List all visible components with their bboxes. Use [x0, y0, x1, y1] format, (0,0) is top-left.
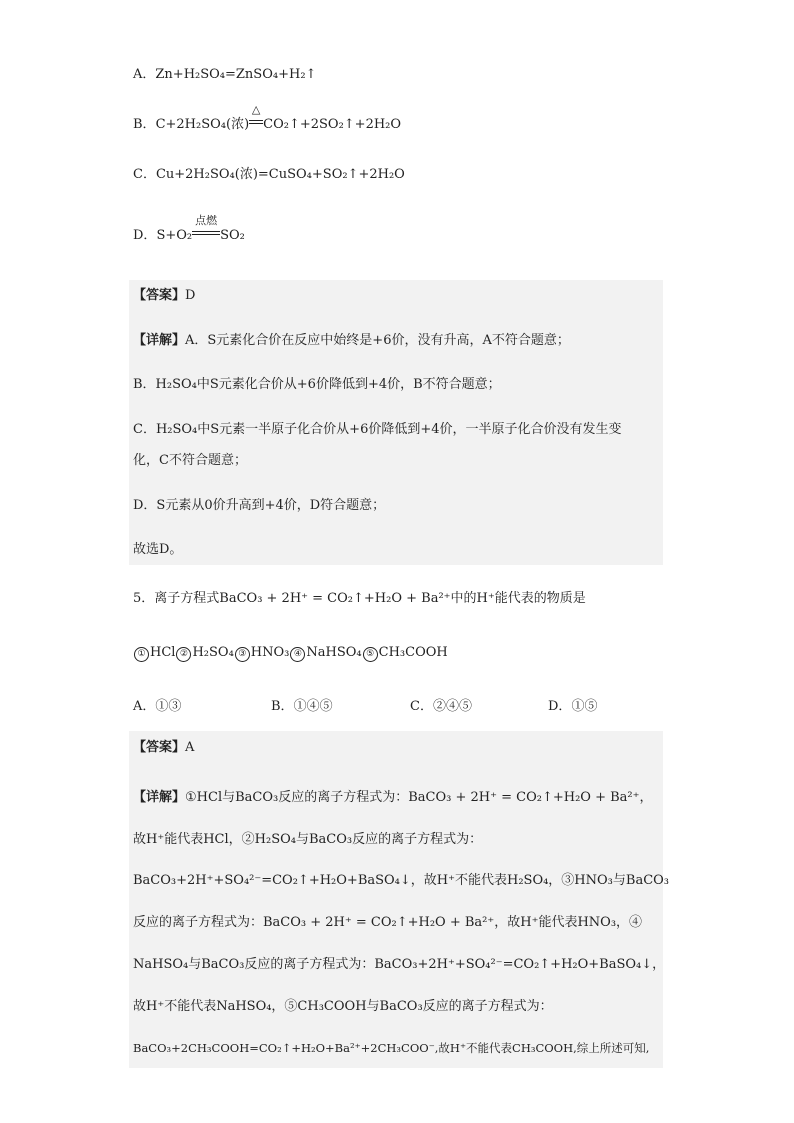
answer-box-q5 — [129, 731, 666, 1068]
question-5-stem: 5．离子方程式BaCO₃ + 2H⁺ = CO₂↑+H₂O + Ba²⁺中的H⁺能代表的物质是 — [133, 591, 586, 606]
heat-condition: △ — [249, 116, 263, 134]
detail-line: 故选D。 — [133, 542, 183, 557]
detail-line: 故H⁺能代表HCl，②H₂SO₄与BaCO₃反应的离子方程式为： — [133, 832, 483, 847]
detail-line: NaHSO₄与BaCO₃反应的离子方程式为：BaCO₃+2H⁺+SO₄²⁻=CO₂↑+H₂O+BaSO₄↓， — [133, 957, 666, 972]
circled-number: ③ — [235, 647, 250, 662]
answer-line-q5: 【答案】A — [133, 740, 195, 755]
detail-line: 【详解】A．S元素化合价在反应中始终是+6价，没有升高，A不符合题意； — [133, 333, 570, 348]
q5-option-c: C．②④⑤ — [410, 699, 472, 714]
q5-option-d: D．①⑤ — [548, 699, 598, 714]
detail-line: C．H₂SO₄中S元素一半原子化合价从+6价降低到+4价，一半原子化合价没有发生变 — [133, 422, 622, 437]
option-c: C．Cu+2H₂SO₄(浓)=CuSO₄+SO₂↑+2H₂O — [133, 167, 405, 182]
detail-line: BaCO₃+2H⁺+SO₄²⁻=CO₂↑+H₂O+BaSO₄↓，故H⁺不能代表H₂SO₄，③HNO₃与BaCO₃ — [133, 873, 670, 888]
detail-line: BaCO₃+2CH₃COOH=CO₂↑+H₂O+Ba²⁺+2CH₃COO⁻,故H⁺不能代表CH₃COOH,综上所述可知, — [133, 1041, 650, 1055]
substance-list: ① HCl ② H₂SO₄ ③ HNO₃ ④ NaHSO₄ ⑤ CH₃COOH — [133, 644, 448, 662]
answer-line-q4: 【答案】D — [133, 288, 196, 303]
option-d: D．S+O₂ 点燃 SO₂ — [133, 214, 245, 243]
q5-option-a: A．①③ — [133, 699, 182, 714]
detail-line: D．S元素从0价升高到+4价，D符合题意； — [133, 498, 386, 513]
detail-line: 【详解】①HCl与BaCO₃反应的离子方程式为：BaCO₃ + 2H⁺ = CO₂↑+H₂O + Ba²⁺， — [133, 790, 653, 805]
q5-option-b: B．①④⑤ — [271, 699, 333, 714]
circled-number: ④ — [290, 647, 305, 662]
detail-line: 化，C不符合题意； — [133, 453, 247, 468]
detail-line: 反应的离子方程式为：BaCO₃ + 2H⁺ = CO₂↑+H₂O + Ba²⁺，故H⁺能代表HNO₃，④ — [133, 915, 643, 930]
detail-line: 故H⁺不能代表NaHSO₄，⑤CH₃COOH与BaCO₃反应的离子方程式为： — [133, 999, 553, 1014]
circled-number: ② — [176, 647, 191, 662]
detail-line: B．H₂SO₄中S元素化合价从+6价降低到+4价，B不符合题意； — [133, 377, 501, 392]
option-b: B．C+2H₂SO₄(浓) △ CO₂↑+2SO₂↑+2H₂O — [133, 103, 402, 132]
circled-number: ⑤ — [363, 647, 378, 662]
circled-number: ① — [134, 647, 149, 662]
option-a: A．Zn+H₂SO₄=ZnSO₄+H₂↑ — [133, 67, 317, 82]
ignite-condition: 点燃 — [192, 227, 220, 245]
